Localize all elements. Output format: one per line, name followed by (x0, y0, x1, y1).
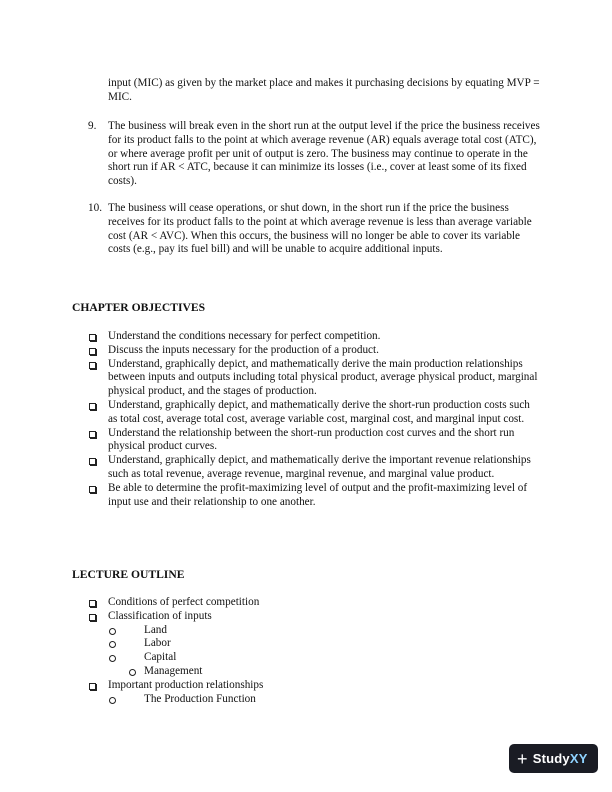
checkbox-bullet-icon (89, 403, 96, 410)
sub-list-item (88, 651, 540, 665)
checkbox-bullet-icon (89, 486, 96, 493)
list-item-text: Understand, graphically depict, and mathematically derive the short-run production costs such as total cost, average total cost, average variable cost, marginal cost, and marginal input cost. (108, 398, 530, 425)
chapter-objectives-heading: CHAPTER OBJECTIVES (72, 301, 206, 314)
sub-list-item (88, 624, 540, 638)
item-number: 9. (88, 120, 97, 132)
outline-list (88, 596, 540, 706)
list-item-text: Capital (144, 651, 177, 664)
list-item-text: Conditions of perfect competition (108, 596, 260, 608)
brand-name: Study (532, 750, 570, 766)
objectives-list (88, 330, 540, 509)
circle-bullet-icon (109, 628, 116, 635)
list-item (88, 454, 540, 482)
list-item-text: Land (144, 623, 167, 636)
list-item-text: Be able to determine the profit-maximizing level of output and the profit-maximizing level of input use and their relationship to one another. (108, 481, 528, 508)
list-item-text: Understand the relationship between the short-run production cost curves and the short run physical product curves. (108, 426, 515, 453)
checkbox-bullet-icon (89, 348, 96, 355)
list-item-text: Understand, graphically depict, and mathematically derive the main production relationships between inputs and outputs including total physical product, average physical product, marginal physical product, and the stages of production. (108, 357, 538, 398)
circle-bullet-icon (109, 641, 116, 648)
list-item-text: Discuss the inputs necessary for the production of a product. (108, 343, 379, 356)
list-item (88, 610, 540, 624)
numbered-item-9 (88, 120, 540, 189)
list-item (88, 427, 540, 455)
checkbox-bullet-icon (89, 431, 96, 438)
list-item-text: Important production relationships (108, 678, 264, 691)
checkbox-bullet-icon (89, 458, 96, 465)
checkbox-bullet-icon (89, 334, 96, 341)
circle-bullet-icon (109, 697, 116, 704)
circle-bullet-icon (109, 655, 116, 662)
list-item (88, 358, 540, 399)
item-number: 10. (88, 201, 102, 214)
circle-bullet-icon (129, 669, 136, 676)
list-item-text: Classification of inputs (108, 609, 212, 622)
numbered-list (88, 120, 540, 270)
sub-list-item (88, 665, 540, 679)
list-item (88, 596, 540, 610)
plus-icon: + (517, 748, 528, 769)
checkbox-bullet-icon (89, 362, 96, 369)
list-item-text: Management (144, 664, 203, 677)
list-item (88, 330, 540, 344)
list-item (88, 679, 540, 693)
numbered-item-10 (88, 202, 540, 257)
list-item-text: The Production Function (144, 692, 256, 705)
list-item-text: Understand, graphically depict, and mathematically derive the important revenue relationships such as total revenue, average revenue, marginal revenue, and marginal value product. (108, 454, 531, 480)
sub-list-item (88, 637, 540, 651)
checkbox-bullet-icon (89, 683, 96, 690)
item-text: The business will break even in the short run at the output level if the price the business receives for its product falls to the point at which average revenue (AR) equals average total cost (ATC), or where average profit per unit of output is zero. The business may continue to operate in the short run if AR < ATC, because it can minimize its losses (i.e., cover at least some of its fixed costs). (108, 120, 540, 188)
list-item (88, 399, 540, 427)
list-item (88, 344, 540, 358)
brand-accent: XY (569, 750, 588, 766)
sub-list-item (88, 693, 540, 707)
lecture-outline-heading: LECTURE OUTLINE (72, 568, 185, 581)
continuation-paragraph: input (MIC) as given by the market place and makes it purchasing decisions by equating MVP = MIC. (108, 77, 540, 103)
list-item-text: Understand the conditions necessary for perfect competition. (108, 330, 381, 342)
list-item-text: Labor (144, 637, 171, 650)
checkbox-bullet-icon (89, 614, 96, 621)
checkbox-bullet-icon (89, 600, 96, 607)
list-item (88, 482, 540, 510)
item-text: The business will cease operations, or shut down, in the short run if the price the business receives for its product falls to the point at which average revenue is less than average variable cost (AR < AVC). When this occurs, the business will no longer be able to cover its variable costs (e.g., pay its fuel bill) and will be unable to acquire additional inputs. (108, 201, 532, 256)
studyxy-badge[interactable] (509, 744, 598, 773)
